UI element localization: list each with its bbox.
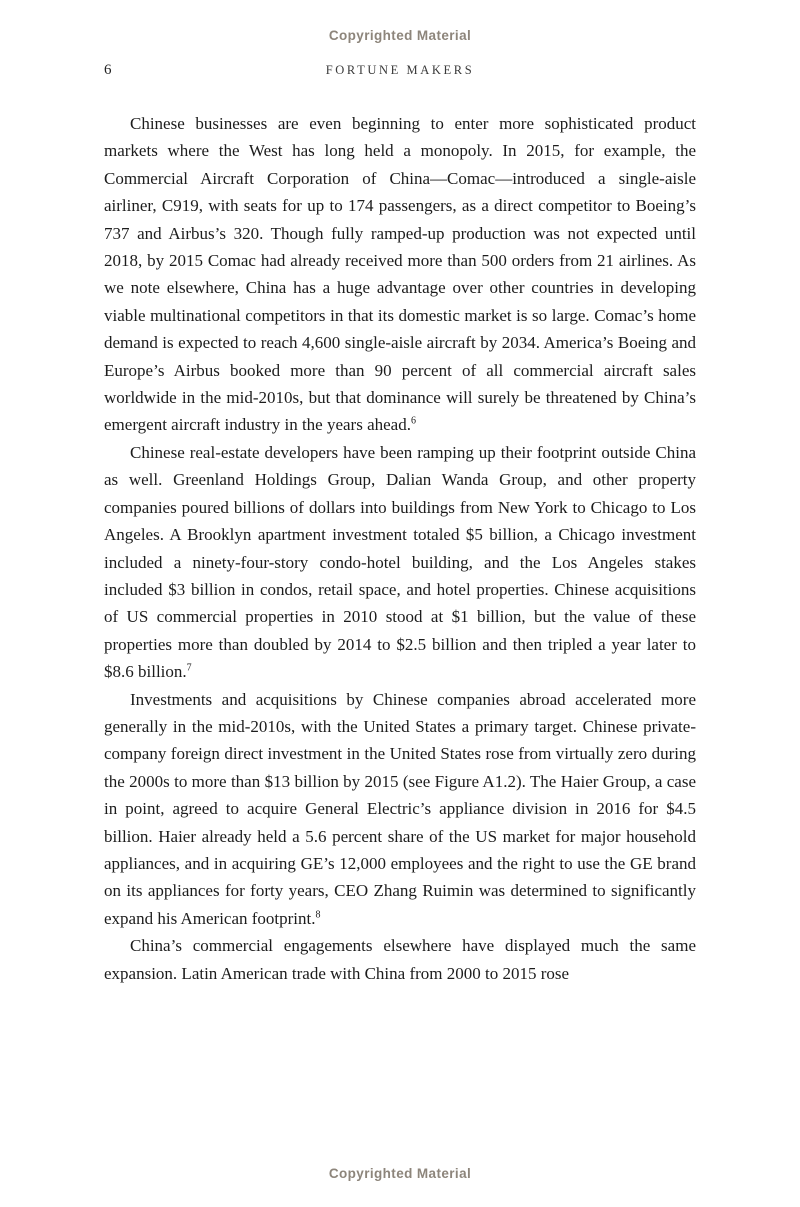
- paragraph-2: [104, 439, 696, 686]
- running-header-title: FORTUNE MAKERS: [325, 63, 475, 77]
- paragraph-2-text: Chinese real-estate developers have been ramping up their footprint outside China as well. Greenland Holdings Group, Dalian Wanda Group, and other property companies poured billions of dollars into buildings from New York to Chicago to Los Angeles. A Brooklyn apartment investment totaled $5 billion, a Chicago investment included a ninety-four-story condo-hotel building, and the Los Angeles stakes included $3 billion in condos, retail space, and hotel properties. Chinese acquisitions of US commercial properties in 2010 stood at $1 billion, but the value of these properties more than doubled by 2014 to $2.5 billion and then tripled a year later to $8.6 billion.: [104, 442, 696, 682]
- footnote-ref-7: 7: [186, 662, 192, 674]
- paragraph-3: [104, 686, 696, 933]
- paragraph-3-text: Investments and acquisitions by Chinese companies abroad accelerated more generally in the mid-2010s, with the United States a primary target. Chinese private-company foreign direct investment in the United States rose from virtually zero during the 2000s to more than $13 billion by 2015 (see Figure A1.2). The Haier Group, a case in point, agreed to acquire General Electric’s appliance division in 2016 for $4.5 billion. Haier already held a 5.6 percent share of the US market for major household appliances, and in acquiring GE’s 12,000 employees and the right to use the GE brand on its appliances for forty years, CEO Zhang Ruimin was determined to significantly expand his American footprint.: [104, 689, 696, 928]
- paragraph-1: [104, 110, 696, 439]
- copyright-notice-top: Copyrighted Material: [328, 28, 472, 43]
- page-header: [104, 62, 696, 82]
- footnote-ref-8: 8: [315, 909, 321, 921]
- paragraph-4-text: China’s commercial engagements elsewhere have displayed much the same expansion. Latin American trade with China from 2000 to 2015 rose: [104, 936, 696, 983]
- body-text: [104, 110, 696, 987]
- page-number: 6: [104, 62, 112, 78]
- copyright-notice-bottom: Copyrighted Material: [328, 1166, 472, 1181]
- paragraph-1-text: Chinese businesses are even beginning to enter more sophisticated product markets where the West has long held a monopoly. In 2015, for example, the Commercial Aircraft Corporation of China—Comac—introduced a single-aisle airliner, C919, with seats for up to 174 passengers, as a direct competitor to Boeing’s 737 and Airbus’s 320. Though fully ramped-up production was not expected until 2018, by 2015 Comac had already received more than 500 orders from 21 airlines. As we note elsewhere, China has a huge advantage over other countries in developing viable multinational competitors in that its domestic market is so large. Comac’s home demand is expected to reach 4,600 single-aisle aircraft by 2034. America’s Boeing and Europe’s Airbus booked more than 90 percent of all commercial aircraft sales worldwide in the mid-2010s, but that dominance will surely be threatened by China’s emergent aircraft industry in the years ahead.: [104, 114, 696, 435]
- paragraph-4: [104, 932, 696, 987]
- footnote-ref-6: 6: [410, 415, 416, 427]
